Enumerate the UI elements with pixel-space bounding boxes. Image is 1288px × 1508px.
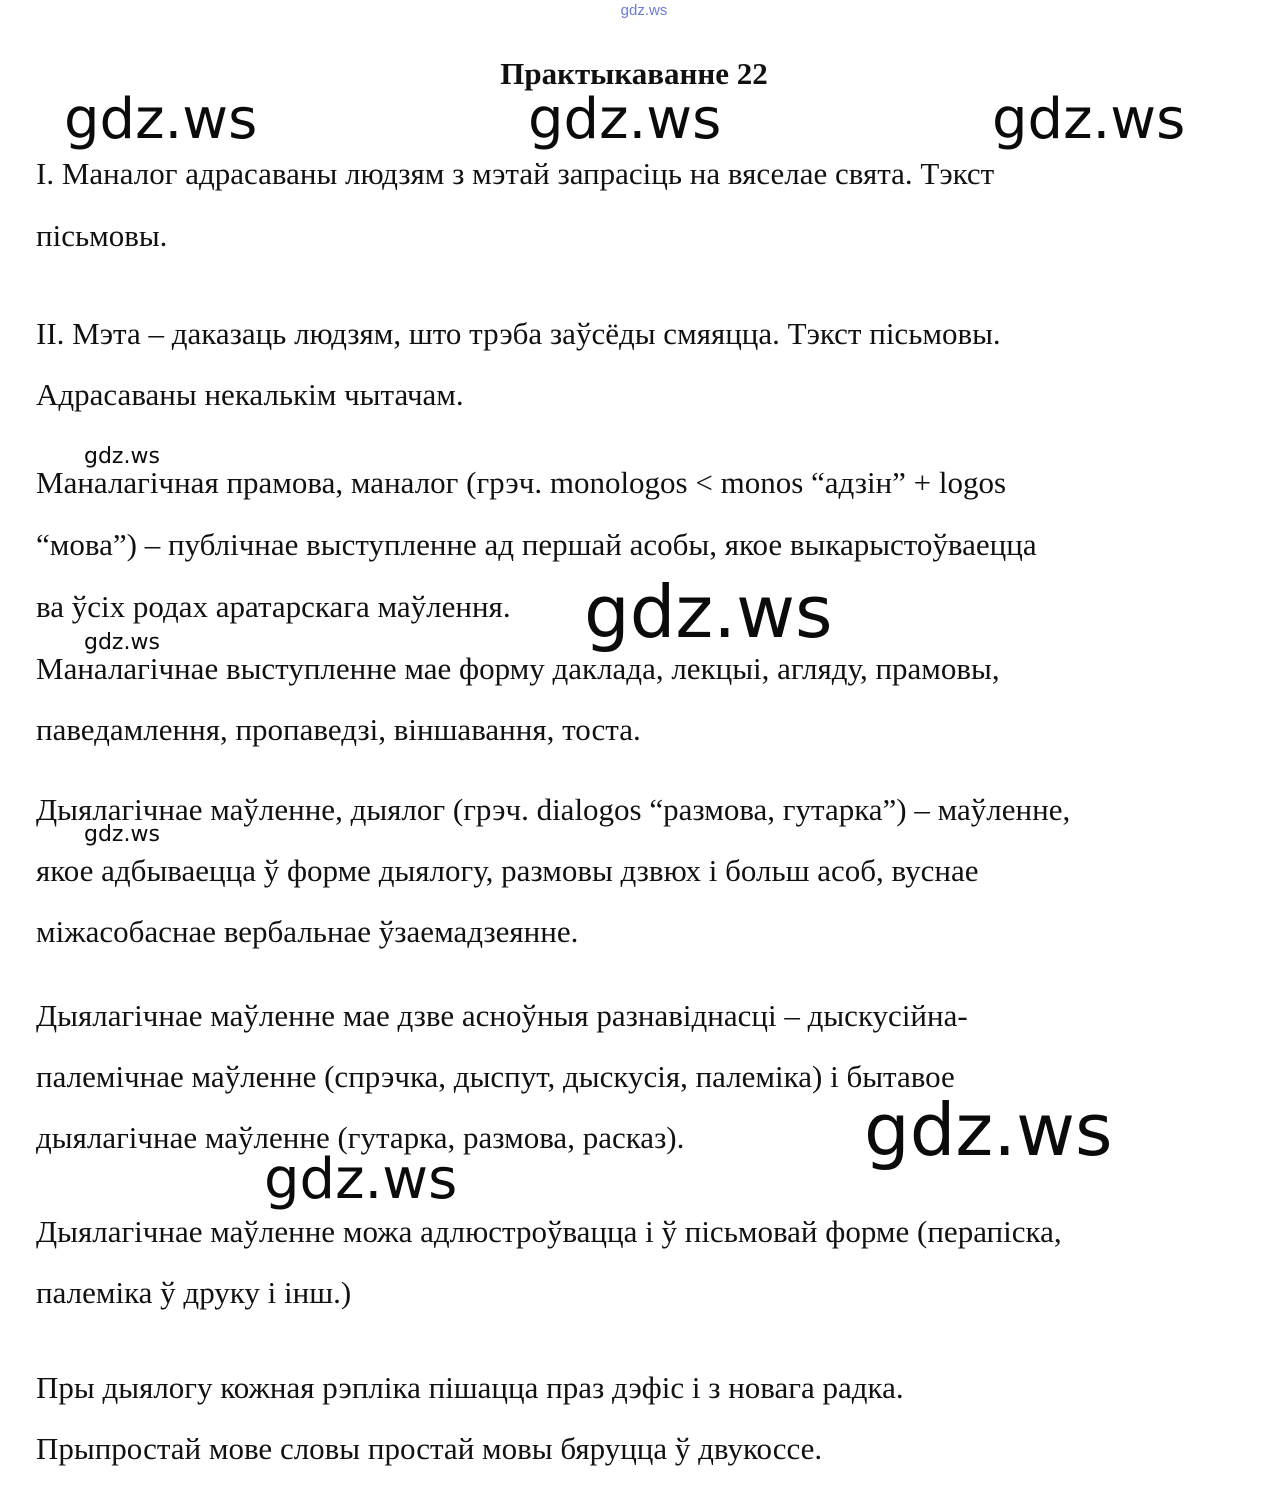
text-line: Адрасаваны некалькім чытачам. xyxy=(36,377,464,412)
watermark: gdz.ws xyxy=(84,630,160,655)
watermark: gdz.ws xyxy=(528,87,722,152)
watermark: gdz.ws xyxy=(864,1088,1113,1172)
watermark: gdz.ws xyxy=(992,87,1186,152)
watermark: gdz.ws xyxy=(64,87,258,152)
page-title: Практыкаванне 22 xyxy=(500,56,768,91)
text-line: Маналагічнае выступленне мае форму даклада, лекцыі, агляду, прамовы, xyxy=(36,651,1000,686)
text-line: паведамлення, пропаведзі, віншавання, тоста. xyxy=(36,712,641,747)
text-line: ва ўсіх родах аратарскага маўлення. xyxy=(36,589,511,624)
text-line: міжасобаснае вербальнае ўзаемадзеянне. xyxy=(36,914,579,949)
watermark: gdz.ws xyxy=(84,822,160,847)
text-line: Дыялагічнае маўленне, дыялог (грэч. dialogos “размова, гутарка”) – маўленне, xyxy=(36,792,1071,827)
text-line: Маналагічная прамова, маналог (грэч. monologos < monos “адзін” + logos xyxy=(36,465,1007,500)
top-watermark: gdz.ws xyxy=(620,2,668,19)
text-line: II. Мэта – даказаць людзям, што трэба заўсёды смяяцца. Тэкст пісьмовы. xyxy=(36,316,1001,351)
text-line: Дыялагічнае маўленне мае дзве асноўныя разнавіднасці – дыскусійна- xyxy=(36,998,968,1033)
text-line: Дыялагічнае маўленне можа адлюстроўвацца і ў пісьмовай форме (перапіска, xyxy=(36,1214,1062,1249)
watermark: gdz.ws xyxy=(584,570,833,654)
text-line: Пры дыялогу кожная рэпліка пішацца праз дэфіс і з новага радка. xyxy=(36,1370,904,1405)
watermark: gdz.ws xyxy=(84,444,160,469)
text-line: пісьмовы. xyxy=(36,218,168,253)
text-line: дыялагічнае маўленне (гутарка, размова, расказ). xyxy=(36,1120,685,1155)
text-line: “мова”) – публічнае выступленне ад першай асобы, якое выкарыстоўваецца xyxy=(36,527,1037,562)
watermark: gdz.ws xyxy=(264,1147,458,1212)
text-line: I. Маналог адрасаваны людзям з мэтай запрасіць на вяселае свята. Тэкст xyxy=(36,156,995,191)
text-line: якое адбываецца ў форме дыялогу, размовы дзвюх і больш асоб, вуснае xyxy=(36,853,979,888)
text-line: палеміка ў друку і інш.) xyxy=(36,1275,352,1310)
text-line: палемічнае маўленне (спрэчка, дыспут, дыскусія, палеміка) і бытавое xyxy=(36,1059,955,1094)
text-line: Прыпростай мове словы простай мовы бяруцца ў двукоссе. xyxy=(36,1431,823,1466)
